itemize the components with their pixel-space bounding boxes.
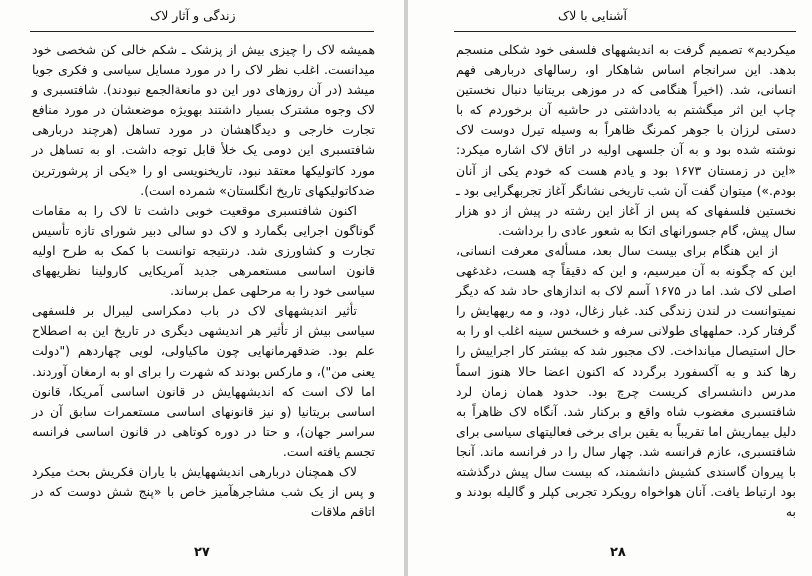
paragraph: لاک همچنان دربارهی اندیشههایش با یاران فکریش بحث میکرد و پس از یک شب مشاجرهآمیز خاص با «پنج شش دوست که در اتاقم ملاقات	[32, 463, 375, 520]
paragraph: از این هنگام برای بیست سال بعد، مسأله‌ی معرفت انسانی، این که چگونه به آن میرسیم، و این که دقیقاً چه هست، دغدغهی اصلی لاک شد. اما در ۱۶۷۵ آسم لاک به اندازهای حاد شد که دیگر نمیتوانست در لندن زندگی کند. غبار زغال، دود، و مه ریههایش را گرفتار کرد. حملههای طولانی سرفه و خسخس سینه اغلب او را به حال استیصال میانداخت. لاک مجبور شد که بیشتر کار اجراییش را رها کند و به آکسفورد برگردد که اکنون اعضا حالا هنوز اسماً مدرس دانشسرای کریست چرچ بود. حدود همان زمان لرد شافتسبری مغضوب شاه واقع و برکنار شد. آنگاه لاک ظاهراً به دلیل بیماریش اما تقریباً به یقین برای برخی فعالیتهای سیاسی برای شافتسبری، عازم فرانسه شد. چهار سال را در فرانسه ماند. آنجا با پیروان گاسندی کشیش دانشمند، که بیست سال پیش درگذشته بود ارتباط یافت. آنان هواخواه رویکرد تجربی کپلر و گالیله بودند و به	[456, 242, 796, 520]
page-number-right: ۲۸	[610, 545, 626, 560]
paragraph: میکردیم» تصمیم گرفت به اندیشههای فلسفی خود شکلی منسجم بدهد. این سرانجام اساس شاهکار او، رسالهای دربارهی فهم انسانی، شد. (اخیراً هنگامی که در موزهی بریتانیا دنبال نخستین چاپ این اثر میگشتم به یادداشتی در حاشیه آن برخوردم که با دستی لرزان با جوهر کمرنگ ظاهراً به وسیله تیرل دوست لاک نوشته شده بود و به آن جلسهی اولیه در اتاق لاک اشاره میکرد: «این در زمستان ۱۶۷۳ بود و یادم هست که خودم یکی از آنان بودم.») میتوان گفت آن شب تاریخی نشانگر آغاز تجربهگرایی بود ـ نخستین فلسفهای که پس از آغاز این رشته در پیش از دو هزار سال پیش، گام جسورانهای اتکا به شعور عادی را برداشت.	[456, 42, 796, 238]
paragraph: تأثیر اندیشههای لاک در باب دمکراسی لیبرال بر فلسفهی سیاسی بیش از تأثیر هر اندیشهی دیگری در تاریخ این به اصطلاح علم بود. ضدقهرمانهایی چون ماکیاولی، لویی چهاردهم ("دولت یعنی من")، و مارکس بودند که شهرت را برای او به ارمغان آوردند. اما لاک است که اندیشههایش در قانون اساسی آمریکا، قانون اساسی بریتانیا (و نیز قانونهای اساسی مستعمرات سابق آن در سراسر جهان)، و حتا در دوره کوتاهی در قانون اساسی فرانسه تجسم یافته است.	[32, 303, 375, 459]
header-rule-left	[30, 31, 374, 32]
right-page	[408, 0, 812, 576]
header-rule-right	[454, 31, 796, 32]
running-head-right: آشنایی با لاک	[558, 8, 627, 23]
running-head-left: زندگی و آثار لاک	[150, 8, 236, 23]
left-page-body	[32, 40, 375, 522]
left-page	[0, 0, 404, 576]
paragraph: همیشه لاک را چیزی بیش از پزشک ـ شکم خالی کن شخصی خود میدانست. اغلب نظر لاک را در مورد مسایل سیاسی و فکری جویا میشد (در آن روزهای دور این دو مانعةالجمع نبودند). شافتسبری و لاک وجوه مشترک بسیار داشتند بهویژه موضعشان در مورد منافع تجارت خارجی و دیدگاهشان در مورد تساهل (هرچند دربارهی شافتسبری این دومی یک خلأ قابل توجه داشت. او به تساهل در مورد کاتولیکها معتقد نبود، تاریخنویسی او را «یکی از پرشورترین ضدکاتولیکهای تاریخ انگلستان» شمرده است).	[32, 42, 375, 198]
paragraph: اکنون شافتسبری موقعیت خوبی داشت تا لاک را به مقامات گوناگون اجرایی بگمارد و لاک دو سالی دبیر شورای تازه تأسیس تجارت و کشاورزی شد. درنتیجه توانست با کمک به طرح اولیه قانون اساسی مستعمرهی جدید آمریکایی کارولینا نظریههای سیاسی خود را به مرحلهی عمل برساند.	[32, 202, 375, 299]
right-page-body	[456, 40, 796, 522]
page-number-left: ۲۷	[194, 545, 210, 560]
